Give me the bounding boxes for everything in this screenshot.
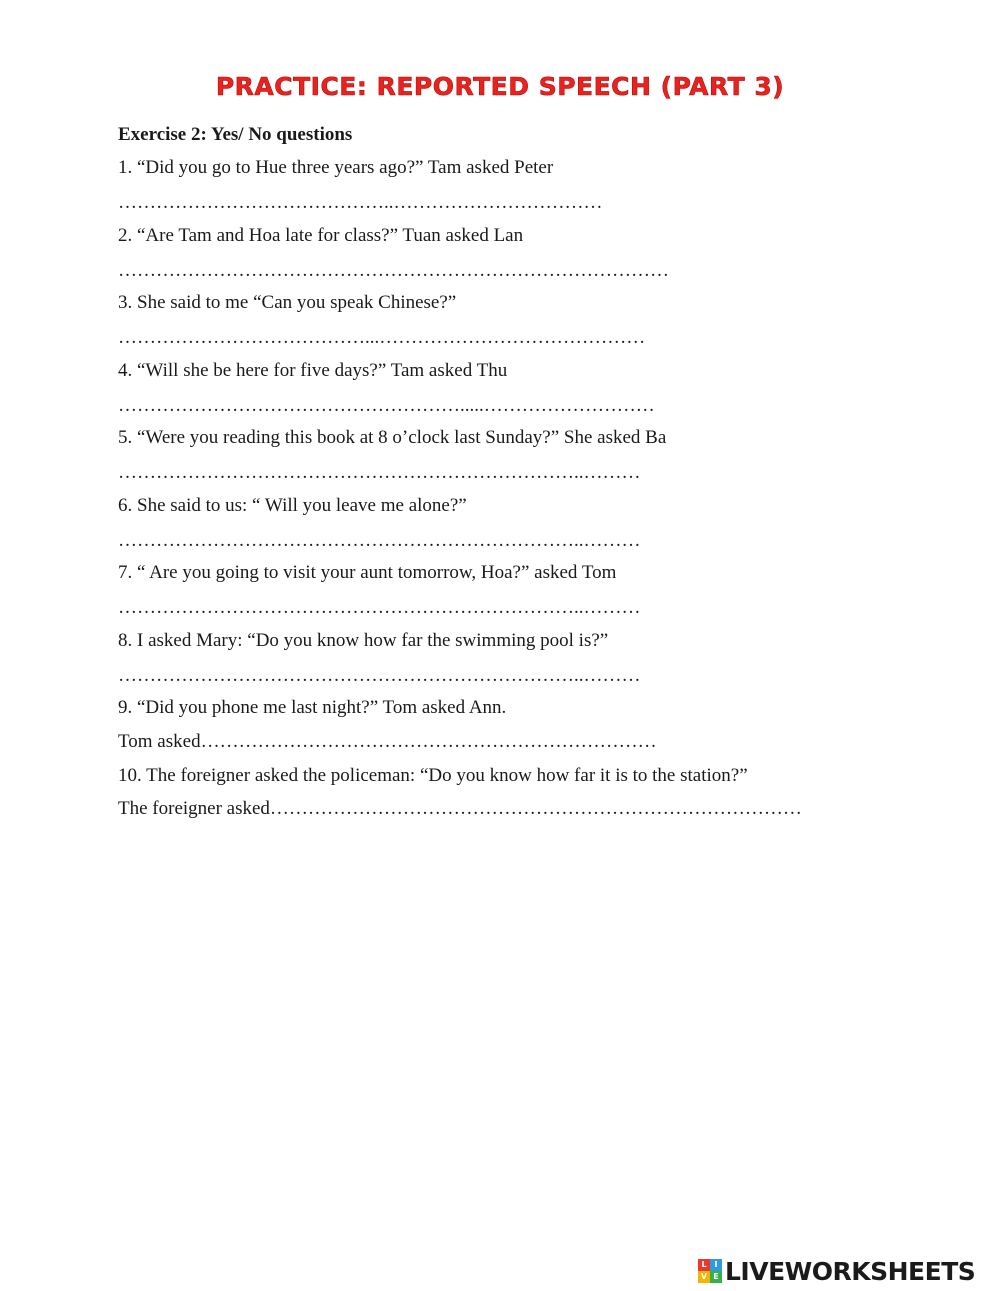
liveworksheets-logo: [698, 1255, 975, 1287]
answer-line-2[interactable]: ……………………………………………………………………………: [118, 260, 669, 281]
question-5: 5. “Were you reading this book at 8 o’clock last Sunday?” She asked Ba: [118, 427, 667, 448]
question-2: 2. “Are Tam and Hoa late for class?” Tuan asked Lan: [118, 225, 524, 246]
answer-line-1[interactable]: ……………………………………..……………………………: [118, 192, 603, 213]
logo-mark-v: V: [698, 1271, 710, 1283]
question-6: 6. She said to us: “ Will you leave me alone?”: [118, 495, 467, 516]
question-9: 9. “Did you phone me last night?” Tom asked Ann.: [118, 697, 507, 718]
liveworksheets-logo-icon: [698, 1259, 722, 1283]
answer-line-4[interactable]: ……………………………………………….....………………………: [118, 395, 655, 416]
answer-line-9[interactable]: Tom asked………………………………………………………………: [118, 731, 657, 752]
answer-line-10[interactable]: The foreigner asked…………………………………………………………………………: [118, 798, 802, 819]
logo-text: LIVEWORKSHEETS: [725, 1256, 976, 1286]
answer-line-6[interactable]: ………………………………………………………………..………: [118, 530, 641, 551]
answer-line-5[interactable]: ………………………………………………………………..………: [118, 462, 641, 483]
question-4: 4. “Will she be here for five days?” Tam asked Thu: [118, 360, 508, 381]
page-title: PRACTICE: REPORTED SPEECH (PART 3): [215, 72, 785, 101]
answer-line-3[interactable]: …………………………………...……………………………………: [118, 327, 646, 348]
answer-line-7[interactable]: ………………………………………………………………..………: [118, 597, 641, 618]
logo-mark-l: L: [698, 1259, 710, 1271]
question-7: 7. “ Are you going to visit your aunt tomorrow, Hoa?” asked Tom: [118, 562, 617, 583]
logo-mark-i: I: [710, 1259, 722, 1271]
question-1: 1. “Did you go to Hue three years ago?” Tam asked Peter: [118, 157, 554, 178]
exercise-heading: Exercise 2: Yes/ No questions: [118, 124, 353, 145]
question-3: 3. She said to me “Can you speak Chinese?”: [118, 292, 457, 313]
logo-mark-e: E: [710, 1271, 722, 1283]
answer-line-8[interactable]: ………………………………………………………………..………: [118, 665, 641, 686]
question-10: 10. The foreigner asked the policeman: “Do you know how far it is to the station?”: [118, 765, 748, 786]
question-8: 8. I asked Mary: “Do you know how far the swimming pool is?”: [118, 630, 609, 651]
